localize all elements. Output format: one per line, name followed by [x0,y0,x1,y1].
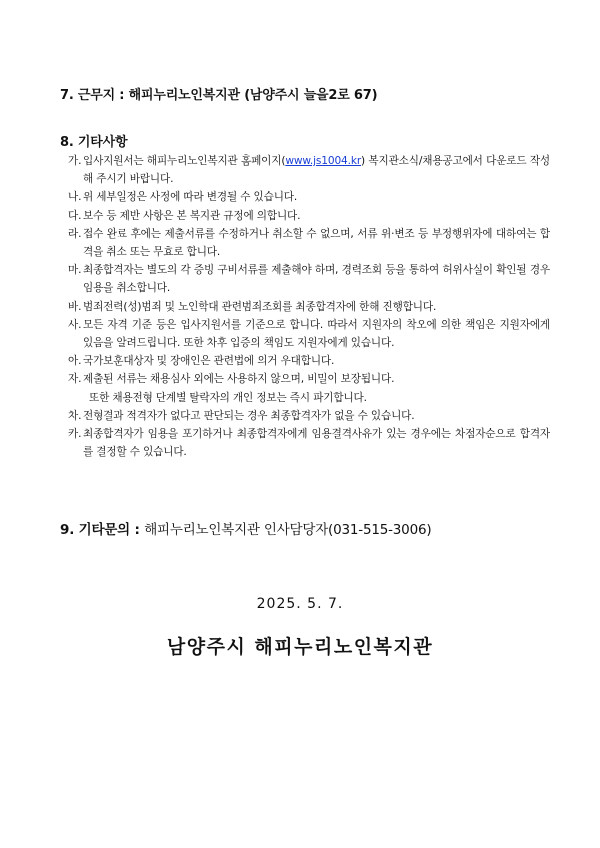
item-marker: 다. [68,209,82,222]
section-8-items [68,152,550,461]
list-item [68,316,550,352]
item-marker: 가. [68,155,82,167]
item-text-continued: 또한 채용전형 단계별 탈락자의 개인 정보는 즉시 파기합니다. [89,391,367,404]
list-item [68,425,550,461]
section-7-workplace [60,84,377,103]
item-marker: 사. [68,318,82,331]
list-item [68,407,550,425]
item-text: 모든 자격 기준 등은 입사지원서를 기준으로 합니다. 따라서 지원자의 착오에 의한 책임은 지원자에게 있음을 알려드립니다. 또한 차후 입증의 책임도 지원자에게 있습니다. [83,318,550,350]
item-marker: 마. [68,264,82,277]
item-marker: 라. [68,227,82,240]
item-marker: 카. [68,428,82,441]
list-item [68,298,550,316]
item-text: 최종합격자가 임용을 포기하거나 최종합격자에게 임용결격사유가 있는 경우에는 차점자순으로 합격자를 결정할 수 있습니다. [83,428,550,459]
item-text: 보수 등 제반 사항은 본 복지관 규정에 의합니다. [83,209,301,222]
section-7-label: 7. 근무지 : [60,88,125,103]
list-item [68,207,550,225]
item-text: 범죄전력(성)범죄 및 노인학대 관련범죄조회를 최종합격자에 한해 진행합니다. [83,300,437,313]
item-marker: 바. [68,300,82,313]
item-text: 제출된 서류는 채용심사 외에는 사용하지 않으며, 비밀이 보장됩니다. [83,373,395,386]
item-text: 전형결과 적격자가 없다고 판단되는 경우 최종합격자가 없을 수 있습니다. [83,409,415,422]
document-date: 2025. 5. 7. [256,596,344,612]
item-text: 국가보훈대상자 및 장애인은 관련법에 의거 우대합니다. [83,355,335,368]
section-7-value: 해피누리노인복지관 (남양주시 늘을2로 67) [128,88,378,103]
item-text: ) 복지관소식/채용공고에서 다운로드 작성해 주시기 바랍니다. [83,155,550,186]
homepage-link[interactable]: www.js1004.kr [285,155,362,167]
item-marker: 아. [68,355,82,368]
item-text: 최종합격자는 별도의 각 증빙 구비서류를 제출해야 하며, 경력조회 등을 통하여 허위사실이 확인될 경우 임용을 취소합니다. [83,264,550,295]
item-text: 입사지원서는 해피누리노인복지관 홈페이지( [83,155,286,167]
section-9-label: 9. 기타문의 : [60,522,140,538]
list-item [68,352,550,370]
section-9-value: 해피누리노인복지관 인사담당자(031-515-3006) [144,522,432,538]
section-9-inquiry [60,518,431,538]
item-marker: 차. [68,409,82,422]
list-item [68,152,550,188]
item-marker: 나. [68,191,82,204]
section-8-heading: 8. 기타사항 [60,135,128,150]
item-text: 위 세부일정은 사정에 따라 변경될 수 있습니다. [83,191,298,204]
list-item [68,261,550,297]
item-text: 접수 완료 후에는 제출서류를 수정하거나 취소할 수 없으며, 서류 위·변조 등 부정행위자에 대하여는 합격을 취소 또는 무효로 합니다. [83,227,550,259]
list-item [68,370,550,406]
item-marker: 자. [68,373,82,386]
list-item [68,225,550,261]
organization-name: 남양주시 해피누리노인복지관 [166,636,434,658]
list-item [68,188,550,206]
